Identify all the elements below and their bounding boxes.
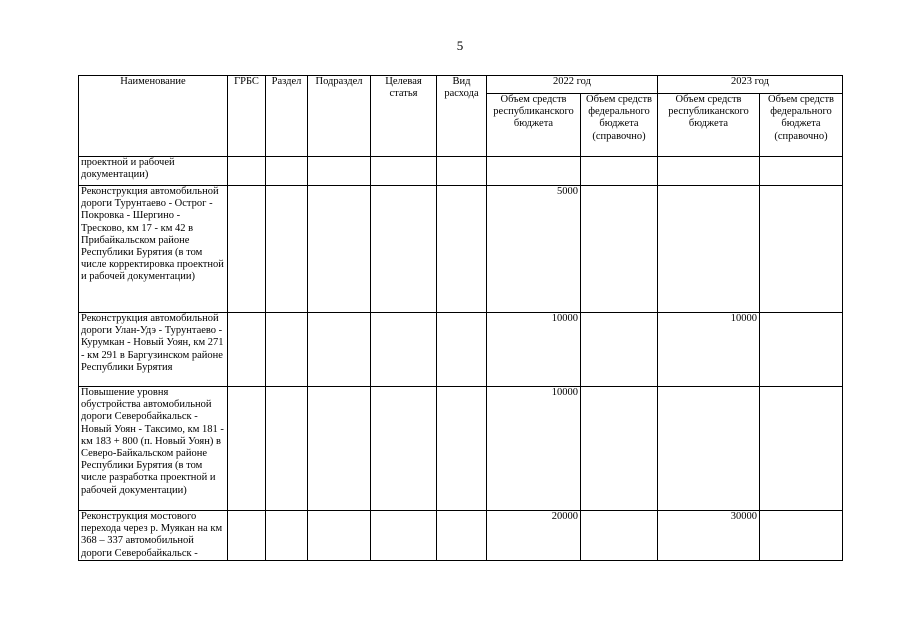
- header-year-2023: 2023 год: [658, 76, 843, 94]
- header-rep-budget-2023: Объем средств республиканского бюджета: [658, 94, 760, 157]
- row-rep-2022: 5000: [487, 186, 581, 313]
- row-fed-2022: [581, 387, 658, 511]
- row-fed-2022: [581, 186, 658, 313]
- row-fed-2023: [760, 313, 843, 387]
- header-target-item: Целевая статья: [371, 76, 437, 157]
- row-name: Повышение уровня обустройства автомобильной дороги Северобайкальск - Новый Уоян - Таксимо, км 181 - км 183 + 800 (п. Новый Уоян) в Северо-Байкальском районе Республики Бурятия (в том числе разработка проектной и рабочей документации): [79, 387, 228, 511]
- table-row: [79, 511, 843, 561]
- row-rep-2023: [658, 186, 760, 313]
- row-fed-2022: [581, 157, 658, 186]
- header-expense-type: Вид расхода: [437, 76, 487, 157]
- row-fed-2023: [760, 387, 843, 511]
- header-section: Раздел: [266, 76, 308, 157]
- table-row: [79, 186, 843, 313]
- row-fed-2023: [760, 157, 843, 186]
- header-rep-budget-2022: Объем средств республиканского бюджета: [487, 94, 581, 157]
- row-name: проектной и рабочей документации): [79, 157, 228, 186]
- row-rep-2022: 10000: [487, 387, 581, 511]
- row-fed-2023: [760, 511, 843, 561]
- row-fed-2023: [760, 186, 843, 313]
- header-name: Наименование: [79, 76, 228, 157]
- row-name: Реконструкция мостового перехода через р. Муякан на км 368 – 337 автомобильной дороги Северобайкальск -: [79, 511, 228, 561]
- row-name: Реконструкция автомобильной дороги Улан-Удэ - Турунтаево - Курумкан - Новый Уоян, км 271 - км 291 в Баргузинском районе Республики Бурятия: [79, 313, 228, 387]
- row-rep-2023: [658, 157, 760, 186]
- header-subsection: Подраздел: [308, 76, 371, 157]
- table-row: [79, 157, 843, 186]
- row-rep-2022: 20000: [487, 511, 581, 561]
- header-year-2022: 2022 год: [487, 76, 658, 94]
- row-rep-2023: 10000: [658, 313, 760, 387]
- table-row: [79, 387, 843, 511]
- row-rep-2023: [658, 387, 760, 511]
- table-row: [79, 313, 843, 387]
- row-fed-2022: [581, 511, 658, 561]
- header-grbs: ГРБС: [228, 76, 266, 157]
- page-number: 5: [456, 38, 464, 53]
- row-name: Реконструкция автомобильной дороги Турунтаево - Острог - Покровка - Шергино - Тресково, км 17 - км 42 в Прибайкальском районе Республики Бурятия (в том числе корректировка проектной и рабочей документации): [79, 186, 228, 313]
- row-rep-2023: 30000: [658, 511, 760, 561]
- header-fed-budget-2023: Объем средств федерального бюджета (справочно): [760, 94, 843, 157]
- row-fed-2022: [581, 313, 658, 387]
- header-fed-budget-2022: Объем средств федерального бюджета (справочно): [581, 94, 658, 157]
- row-rep-2022: 10000: [487, 313, 581, 387]
- row-rep-2022: [487, 157, 581, 186]
- budget-table: [78, 75, 843, 561]
